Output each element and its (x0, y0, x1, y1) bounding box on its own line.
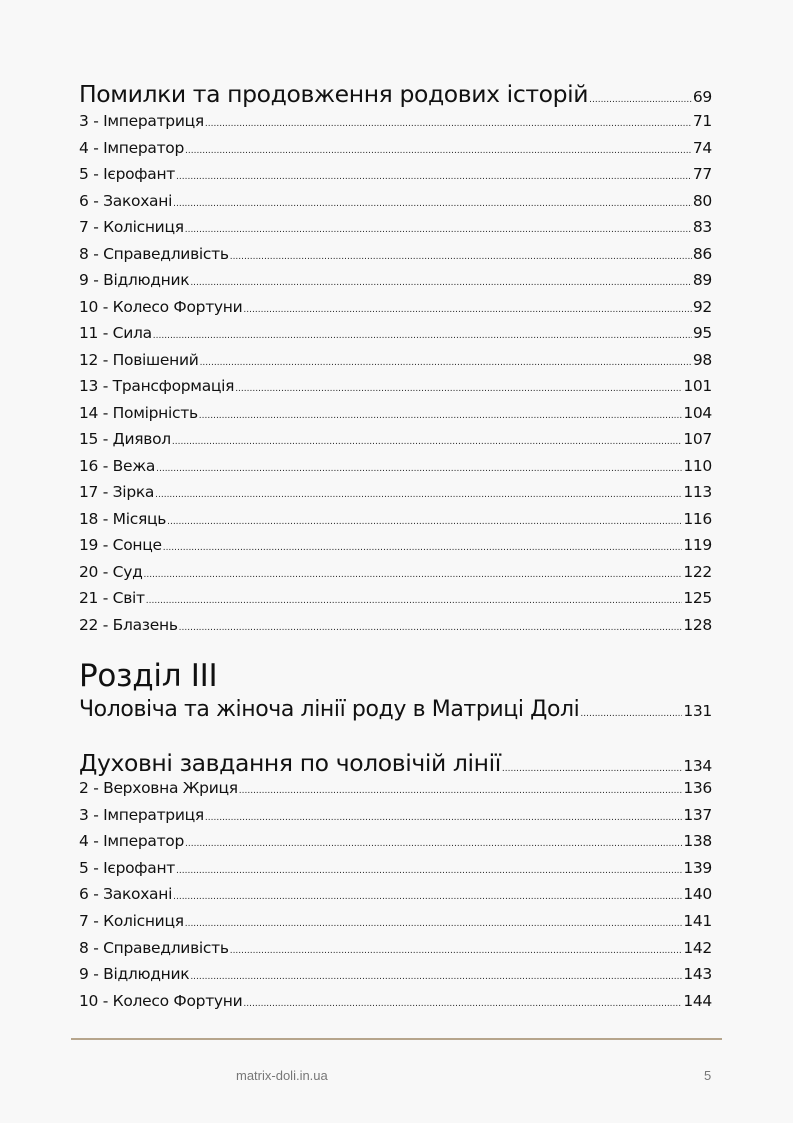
toc-item[interactable] (79, 457, 712, 484)
toc-item-label: 3 - Імператриця (79, 805, 204, 824)
toc-leader-dots (153, 331, 692, 341)
toc-item[interactable] (79, 859, 712, 886)
toc-item[interactable] (79, 139, 712, 166)
toc-item-label: 20 - Суд (79, 562, 143, 581)
toc-item-label: 4 - Імператор (79, 138, 185, 157)
toc-item[interactable] (79, 616, 712, 643)
toc-page-number: 110 (683, 456, 712, 475)
toc-item-label: 5 - Ієрофант (79, 858, 176, 877)
toc-item-label: 8 - Справедливість (79, 244, 229, 263)
toc-page-number: 83 (692, 218, 712, 236)
toc-heading-label: Чоловіча та жіноча лінії роду в Матриці Долі (79, 697, 580, 722)
toc-leader-dots (185, 919, 683, 929)
toc-page-number: 92 (692, 297, 712, 316)
toc-item-label: 3 - Імператриця (79, 112, 204, 130)
toc-page-number: 95 (692, 324, 712, 342)
toc-item-label: 13 - Трансформація (79, 377, 235, 395)
toc-page-number: 143 (683, 965, 712, 984)
toc-leader-dots (243, 999, 682, 1009)
toc-item[interactable] (79, 832, 712, 859)
toc-leader-dots (179, 623, 683, 633)
toc-item[interactable] (79, 192, 712, 219)
toc-item[interactable] (79, 377, 712, 404)
toc-page-number: 86 (692, 244, 712, 263)
footer-divider (71, 1038, 722, 1040)
toc-item[interactable] (79, 112, 712, 139)
toc-item[interactable] (79, 912, 712, 939)
toc-leader-dots (589, 95, 692, 105)
toc-item-label: 5 - Ієрофант (79, 165, 176, 183)
toc-page-number: 113 (683, 483, 712, 501)
toc-item-label: 10 - Колесо Фортуни (79, 991, 243, 1010)
toc-leader-dots (156, 464, 682, 474)
toc-page-number: 134 (683, 757, 712, 775)
toc-leader-dots (243, 305, 691, 315)
toc-item-label: 4 - Імператор (79, 832, 185, 851)
toc-page-number: 71 (692, 112, 712, 130)
toc-leader-dots (173, 892, 682, 902)
toc-page-number: 101 (683, 377, 712, 395)
toc-item-label: 17 - Зірка (79, 483, 155, 501)
toc-item[interactable] (79, 510, 712, 537)
footer-page-number: 5 (704, 1068, 712, 1083)
toc-item[interactable] (79, 298, 712, 325)
toc-item-label: 18 - Місяць (79, 509, 167, 528)
toc-item-label: 6 - Закохані (79, 885, 173, 904)
toc-item-label: 9 - Відлюдник (79, 271, 190, 289)
toc-page-number: 98 (692, 350, 712, 369)
toc-page-number: 116 (683, 509, 712, 528)
toc-page-number: 107 (683, 430, 712, 448)
toc-page-number: 142 (683, 938, 712, 957)
toc-item[interactable] (79, 885, 712, 912)
toc-item[interactable] (79, 165, 712, 192)
toc-heading-family-stories[interactable] (79, 80, 712, 108)
toc-page-number: 138 (683, 832, 712, 851)
toc-page-number: 139 (683, 858, 712, 877)
toc-leader-dots (239, 786, 683, 796)
toc-leader-dots (205, 119, 692, 129)
toc-leader-dots (580, 709, 682, 719)
toc-page-number: 125 (683, 589, 712, 607)
toc-page-number: 141 (683, 912, 712, 930)
toc-item[interactable] (79, 218, 712, 245)
toc-page-number: 89 (692, 271, 712, 289)
toc-leader-dots (199, 411, 683, 421)
toc-page-number: 74 (692, 138, 712, 157)
toc-item-label: 10 - Колесо Фортуни (79, 297, 243, 316)
toc-item-label: 14 - Помірність (79, 403, 198, 422)
toc-leader-dots (185, 839, 682, 849)
toc-item-label: 12 - Повішений (79, 350, 199, 369)
toc-item[interactable] (79, 806, 712, 833)
toc-item-label: 11 - Сила (79, 324, 152, 342)
toc-item-label: 16 - Вежа (79, 456, 156, 475)
toc-item-label: 15 - Диявол (79, 430, 171, 448)
toc-leader-dots (176, 866, 682, 876)
toc-leader-dots (200, 358, 692, 368)
toc-leader-dots (185, 146, 692, 156)
toc-page-number: 69 (692, 88, 712, 106)
toc-item-label: 7 - Колісниця (79, 218, 184, 236)
toc-item[interactable] (79, 536, 712, 563)
toc-item-label: 19 - Сонце (79, 536, 162, 554)
toc-leader-dots (176, 172, 692, 182)
toc-item[interactable] (79, 351, 712, 378)
toc-page-number: 137 (683, 805, 712, 824)
toc-leader-dots (143, 570, 682, 580)
toc-item[interactable] (79, 589, 712, 616)
toc-leader-dots (235, 384, 682, 394)
toc-item[interactable] (79, 404, 712, 431)
toc-item-label: 22 - Блазень (79, 615, 178, 634)
toc-page-number: 140 (683, 885, 712, 904)
toc-page-number: 77 (692, 165, 712, 183)
toc-leader-dots (502, 764, 682, 774)
toc-page-number: 144 (683, 991, 712, 1010)
toc-item-label: 21 - Світ (79, 589, 145, 607)
toc-item[interactable] (79, 245, 712, 272)
toc-item[interactable] (79, 430, 712, 457)
toc-leader-dots (230, 252, 692, 262)
footer-website[interactable]: matrix-doli.in.ua (236, 1068, 328, 1083)
toc-leader-dots (172, 437, 682, 447)
toc-leader-dots (205, 813, 682, 823)
toc-heading-label: Духовні завдання по чоловічій лінії (79, 749, 501, 777)
toc-item-label: 8 - Справедливість (79, 938, 229, 957)
toc-item-label: 7 - Колісниця (79, 912, 184, 930)
toc-item[interactable] (79, 483, 712, 510)
toc-leader-dots (185, 225, 692, 235)
toc-item[interactable] (79, 992, 712, 1019)
toc-heading-male-line[interactable] (79, 749, 712, 777)
toc-item[interactable] (79, 965, 712, 992)
toc-leader-dots (163, 543, 683, 553)
toc-heading-label: Помилки та продовження родових історій (79, 80, 589, 108)
toc-item-label: 2 - Верховна Жриця (79, 779, 238, 797)
toc-page-number: 128 (683, 615, 712, 634)
toc-leader-dots (190, 972, 682, 982)
toc-item-label: 6 - Закохані (79, 191, 173, 210)
toc-leader-dots (173, 199, 692, 209)
toc-page-number: 104 (683, 403, 712, 422)
toc-item-label: 9 - Відлюдник (79, 965, 190, 984)
toc-page-number: 122 (683, 562, 712, 581)
toc-item[interactable] (79, 779, 712, 806)
toc-page-number: 119 (683, 536, 712, 554)
toc-leader-dots (167, 517, 682, 527)
toc-heading-section3-subtitle[interactable] (79, 697, 712, 722)
toc-page-number: 80 (692, 191, 712, 210)
toc-item[interactable] (79, 563, 712, 590)
toc-leader-dots (230, 946, 683, 956)
section-title: Розділ III (79, 658, 218, 694)
toc-leader-dots (190, 278, 692, 288)
toc-item[interactable] (79, 324, 712, 351)
toc-item[interactable] (79, 271, 712, 298)
toc-leader-dots (146, 596, 683, 606)
toc-leader-dots (155, 490, 682, 500)
toc-page-number: 131 (683, 702, 712, 720)
toc-item[interactable] (79, 939, 712, 966)
toc-page-number: 136 (683, 779, 712, 797)
